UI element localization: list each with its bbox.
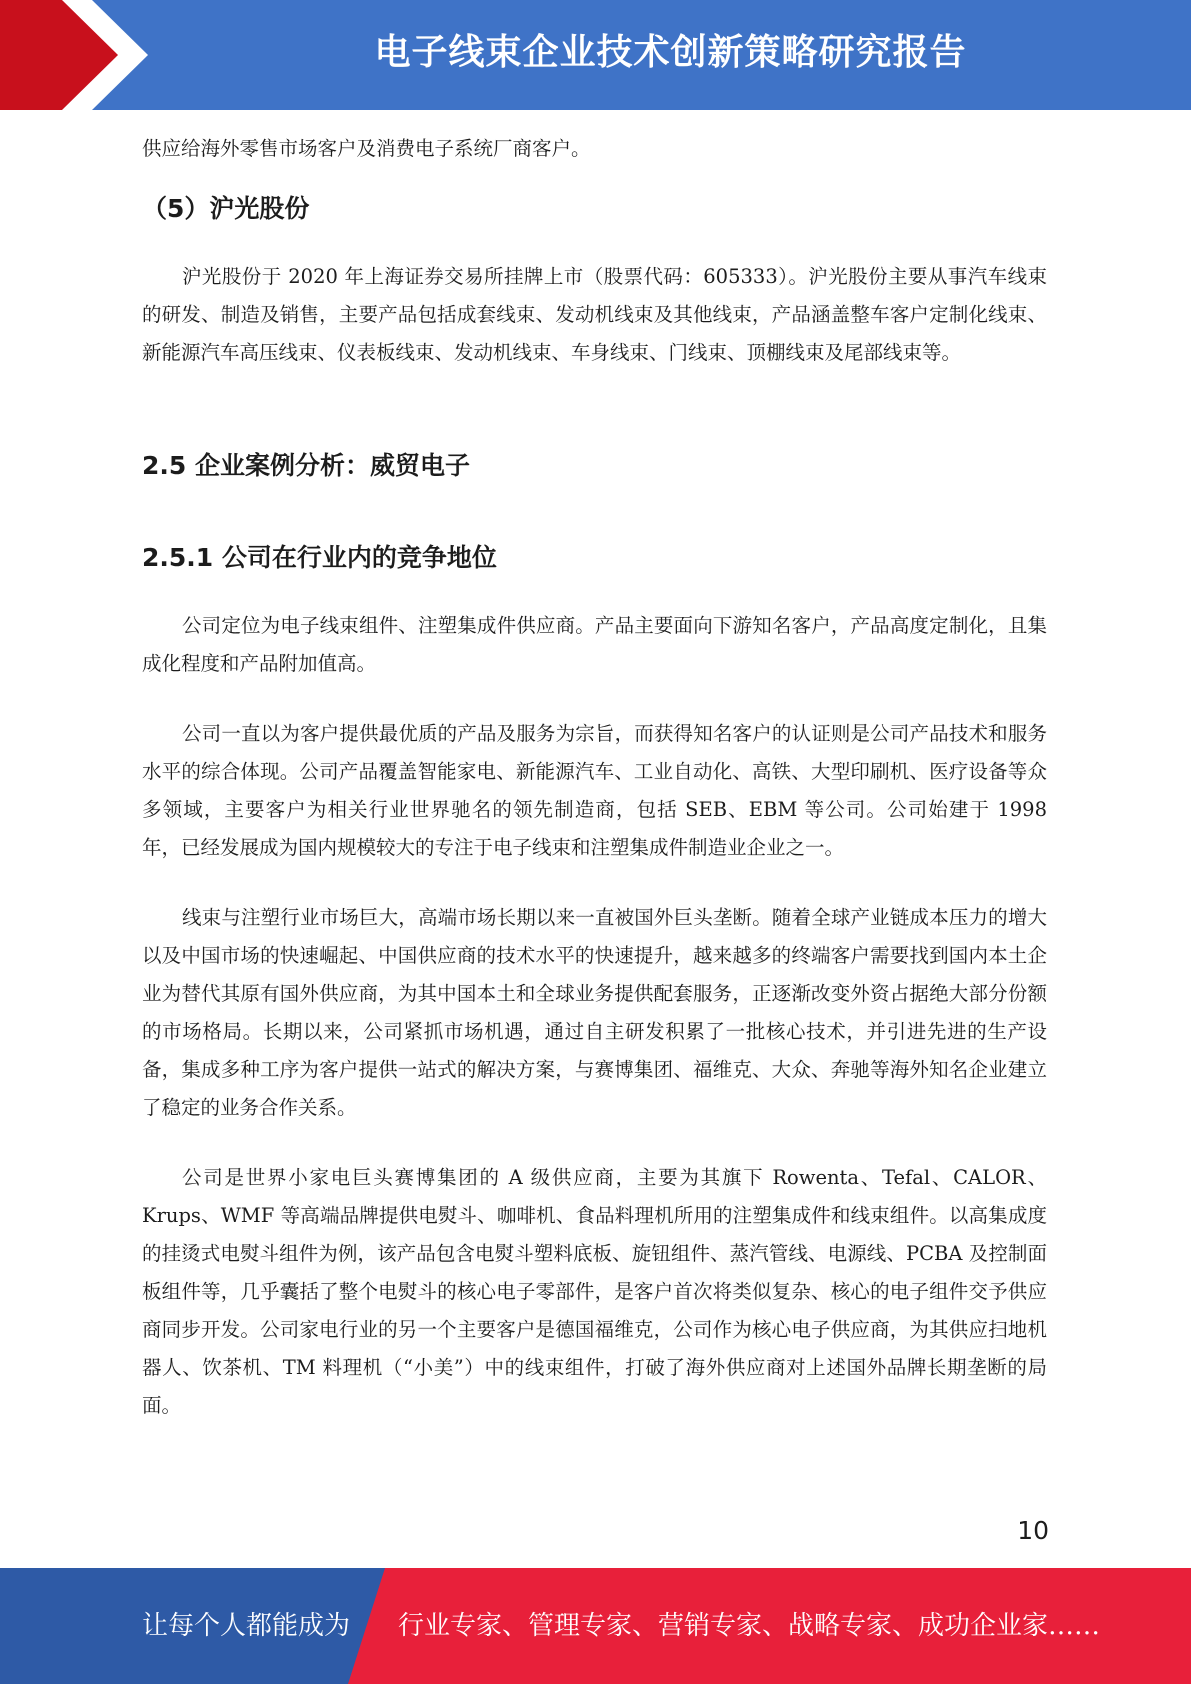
footer-slogan-left: 让每个人都能成为: [142, 1611, 351, 1641]
report-title: 电子线束企业技术创新策略研究报告: [374, 32, 967, 73]
page-content: [142, 130, 1047, 1425]
page-footer: [0, 1568, 1191, 1684]
page-number: 10: [1017, 1516, 1049, 1545]
heading-section-2-5-1: 2.5.1 公司在行业内的竞争地位: [142, 543, 497, 572]
paragraph-3: 线束与注塑行业市场巨大，高端市场长期以来一直被国外巨头垄断。随着全球产业链成本压力的增大以及中国市场的快速崛起、中国供应商的技术水平的快速提升，越来越多的终端客户需要找到国内本土企业为替代其原有国外供应商，为其中国本土和全球业务提供配套服务，正逐渐改变外资占据绝大部分份额的市场格局。长期以来，公司紧抓市场机遇，通过自主研发积累了一批核心技术，并引进先进的生产设备，集成多种工序为客户提供一站式的解决方案，与赛博集团、福维克、大众、奔驰等海外知名企业建立了稳定的业务合作关系。: [142, 906, 1047, 1119]
paragraph-1: 公司定位为电子线束组件、注塑集成件供应商。产品主要面向下游知名客户，产品高度定制化，且集成化程度和产品附加值高。: [142, 614, 1047, 675]
footer-slogan-right: 行业专家、管理专家、营销专家、战略专家、成功企业家……: [398, 1611, 1101, 1641]
paragraph-company-5: 沪光股份于 2020 年上海证券交易所挂牌上市（股票代码：605333）。沪光股份主要从事汽车线束的研发、制造及销售，主要产品包括成套线束、发动机线束及其他线束，产品涵盖整车客户定制化线束、新能源汽车高压线束、仪表板线束、发动机线束、车身线束、门线束、顶棚线束及尾部线束等。: [142, 265, 1047, 364]
paragraph-2: 公司一直以为客户提供最优质的产品及服务为宗旨，而获得知名客户的认证则是公司产品技术和服务水平的综合体现。公司产品覆盖智能家电、新能源汽车、工业自动化、高铁、大型印刷机、医疗设备等众多领域，主要客户为相关行业世界驰名的领先制造商，包括 SEB、EBM 等公司。公司始建于 1998 年，已经发展成为国内规模较大的专注于电子线束和注塑集成件制造业企业之一。: [142, 722, 1047, 859]
page-header: [0, 0, 1191, 110]
header-arrow-icon: [0, 0, 150, 110]
heading-section-2-5: 2.5 企业案例分析：威贸电子: [142, 451, 470, 480]
intro-line: 供应给海外零售市场客户及消费电子系统厂商客户。: [142, 137, 591, 160]
heading-company-5: （5）沪光股份: [142, 194, 310, 223]
paragraph-4: 公司是世界小家电巨头赛博集团的 A 级供应商，主要为其旗下 Rowenta、Tefal、CALOR、Krups、WMF 等高端品牌提供电熨斗、咖啡机、食品料理机所用的注塑集成件和线束组件。以高集成度的挂烫式电熨斗组件为例，该产品包含电熨斗塑料底板、旋钮组件、蒸汽管线、电源线、PCBA 及控制面板组件等，几乎囊括了整个电熨斗的核心电子零部件，是客户首次将类似复杂、核心的电子组件交予供应商同步开发。公司家电行业的另一个主要客户是德国福维克，公司作为核心电子供应商，为其供应扫地机器人、饮茶机、TM 料理机（“小美”）中的线束组件，打破了海外供应商对上述国外品牌长期垄断的局面。: [142, 1166, 1047, 1417]
